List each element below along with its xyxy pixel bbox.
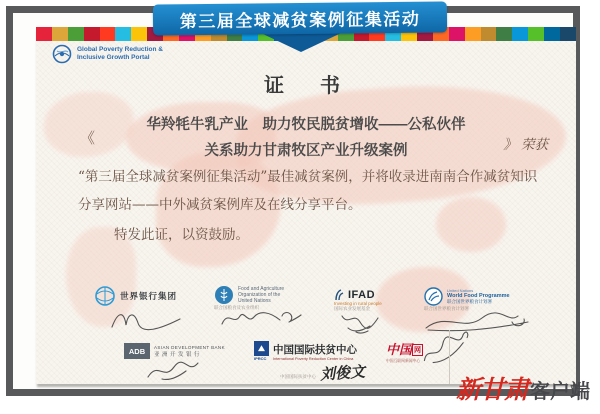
closing-line: 特发此证，以资鼓励。 (114, 227, 249, 243)
china-net-sub: 中国互联网新闻中心 (386, 359, 421, 363)
wfp-emblem-icon (424, 287, 443, 306)
fao-name-line1: Food and Agriculture (238, 286, 285, 292)
org-ifad (334, 289, 392, 336)
org-wfp (424, 287, 534, 332)
signature-adb (144, 359, 204, 383)
globe-hands-icon (52, 44, 72, 64)
certificate-paper (36, 27, 576, 384)
news-client-watermark (456, 370, 590, 406)
world-bank-globe-icon (94, 285, 116, 307)
title-bracket-open: 《 (80, 129, 96, 147)
adb-name-cn: 亚洲开发银行 (154, 351, 203, 358)
signature-iprcc: 刘俊文 (319, 362, 367, 384)
ifad-word: IFAD (348, 289, 376, 301)
china-net-box: 网 (412, 344, 423, 356)
fao-name-line2: Organization of the (238, 292, 281, 298)
signature-fao (220, 308, 308, 330)
wfp-cn-label: 联合国世界粮食计划署 (424, 306, 469, 311)
iprcc-abbr: IPRCC (254, 356, 267, 361)
honor-suffix: 》 荣获 (503, 137, 548, 153)
event-banner (153, 1, 447, 35)
paper-crease (449, 330, 450, 384)
ifad-tagline: Investing in rural people (334, 301, 382, 306)
certificate-title: 证 书 (264, 75, 348, 97)
fao-emblem-icon (214, 285, 234, 305)
watermark-suffix: 客户端 (530, 381, 590, 403)
wfp-line3: 联合国世界粮食计划署 (447, 299, 492, 304)
iprcc-logo-box: ⛰ (254, 341, 269, 356)
case-name-line1: 华羚牦牛乳产业 助力牧民脱贫增收——公私伙伴 (146, 117, 466, 133)
org-iprcc (254, 341, 365, 383)
case-name-line2: 关系助力甘肃牧区产业升级案例 (204, 143, 408, 159)
org-china-net (386, 339, 423, 364)
event-banner-title: 第三届全球减贫案例征集活动 (179, 9, 421, 32)
portal-name-line2: Inclusive Growth Portal (77, 54, 150, 61)
org-world-bank (94, 285, 186, 333)
wfp-line2: World Food Programme (447, 293, 510, 299)
signature-wfp (424, 310, 534, 332)
world-bank-label: 世界银行集团 (120, 291, 178, 301)
china-net-brand: 中国 (386, 343, 413, 358)
ifad-mark-icon (334, 289, 344, 301)
body-text-line2: 分享网站——中外减贫案例库及在线分享平台。 (78, 197, 362, 213)
signature-china-net (417, 327, 475, 369)
portal-logo (52, 44, 163, 64)
org-adb (124, 343, 225, 383)
wfp-line1: United Nations (447, 288, 474, 293)
signature-ifad (336, 310, 392, 336)
watermark-brand: 新甘肃 (455, 375, 528, 404)
iprcc-sub-label: 中国国际扶贫中心 (280, 374, 316, 379)
portal-name-line1: Global Poverty Reduction & (77, 46, 163, 53)
signature-world-bank (108, 307, 186, 333)
ifad-cn-label: 国际农业发展基金 (334, 306, 370, 311)
adb-name-en: ASIAN DEVELOPMENT BANK (154, 344, 225, 350)
iprcc-name-cn: 中国国际扶贫中心 (273, 343, 357, 356)
iprcc-name-en: International Poverty Reduction Center in China (273, 356, 354, 361)
body-text-line1: “第三届全球减贫案例征集活动”最佳减贫案例，并将收录进南南合作减贫知识 (78, 169, 538, 185)
adb-logo-box: ADB (124, 343, 150, 359)
fao-cn-label: 联合国粮食及农业组织 (214, 305, 259, 310)
fao-name-line3: United Nations (238, 298, 271, 304)
org-fao (214, 285, 308, 330)
